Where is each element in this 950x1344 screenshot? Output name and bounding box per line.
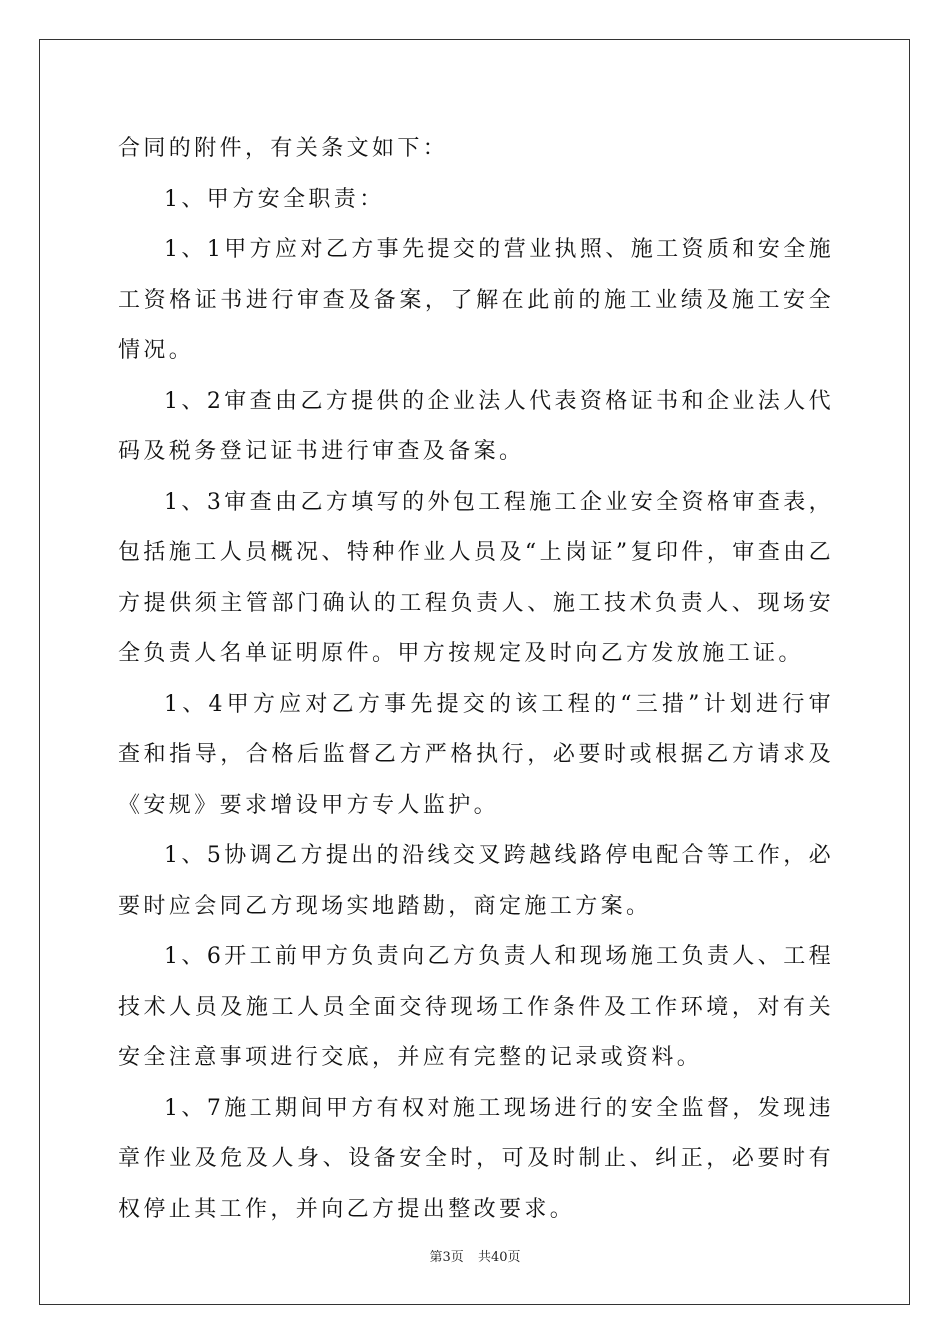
paragraph-1-1: 1、1甲方应对乙方事先提交的营业执照、施工资质和安全施工资格证书进行审查及备案，了解在此前的施工业绩及施工安全情况。 [118, 237, 834, 363]
paragraph-section-1: 1、甲方安全职责： [164, 186, 385, 212]
paragraph-1-3: 1、3审查由乙方填写的外包工程施工企业安全资格审查表，包括施工人员概况、特种作业人员及“上岗证”复印件，审查由乙方提供须主管部门确认的工程负责人、施工技术负责人、现场安全负责人名单证明原件。甲方按规定及时向乙方发放施工证。 [118, 489, 834, 666]
paragraph-1-6: 1、6开工前甲方负责向乙方负责人和现场施工负责人、工程技术人员及施工人员全面交待现场工作条件及工作环境，对有关安全注意事项进行交底，并应有完整的记录或资料。 [118, 944, 834, 1070]
paragraph-1-5: 1、5协调乙方提出的沿线交叉跨越线路停电配合等工作，必要时应会同乙方现场实地踏勘，商定施工方案。 [118, 843, 834, 919]
page-footer [0, 1246, 950, 1265]
total-pages: 共40页 [477, 1250, 521, 1265]
paragraph-1-7: 1、7施工期间甲方有权对施工现场进行的安全监督，发现违章作业及危及人身、设备安全时，可及时制止、纠正，必要时有权停止其工作，并向乙方提出整改要求。 [118, 1095, 834, 1222]
current-page-number: 第3页 [429, 1250, 464, 1265]
document-body [118, 124, 834, 1235]
paragraph-1-4: 1、4甲方应对乙方事先提交的该工程的“三措”计划进行审查和指导，合格后监督乙方严格执行，必要时或根据乙方请求及《安规》要求增设甲方专人监护。 [118, 691, 834, 818]
paragraph-intro: 合同的附件，有关条文如下： [118, 136, 449, 161]
paragraph-1-2: 1、2审查由乙方提供的企业法人代表资格证书和企业法人代码及税务登记证书进行审查及备案。 [118, 388, 834, 464]
